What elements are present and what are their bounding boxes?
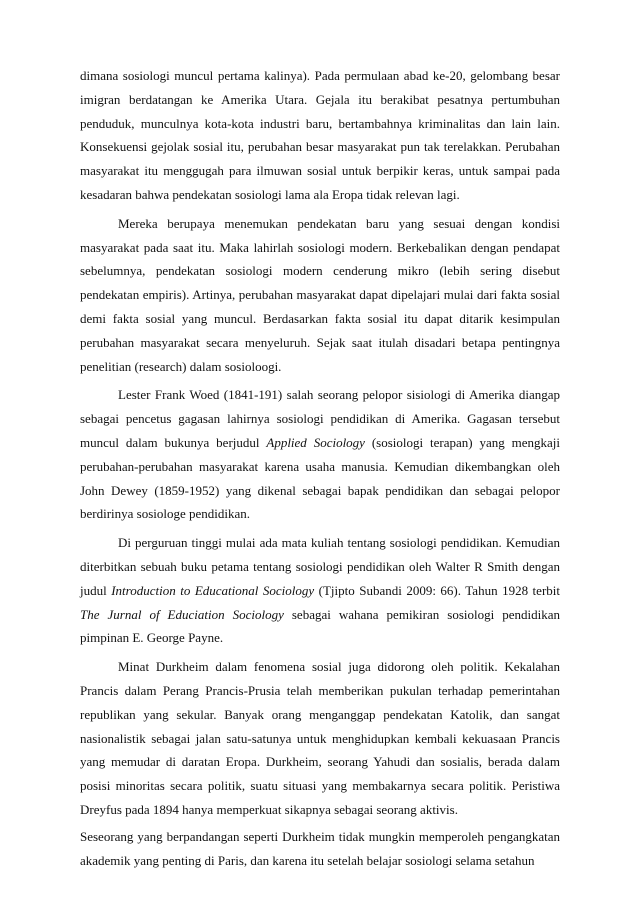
paragraph-4-text-c: sebagai wahana pemikiran sosiologi pendidikan pimpinan E. George Payne.	[80, 606, 560, 646]
paragraph-4-text-a: Di perguruan tinggi mulai ada mata kuliah tentang sosiologi pendidikan. Kemudian diterbitkan sebuah buku petama tentang sosiologi pendidikan oleh Walter R Smith dengan judul	[80, 535, 560, 598]
paragraph-4-text-b: (Tjipto Subandi 2009: 66). Tahun 1928 terbit	[314, 582, 560, 598]
paragraph-4	[80, 531, 560, 650]
paragraph-3-text-b: (sosiologi terapan) yang mengkaji perubahan-perubahan masyarakat karena usaha manusia. Kemudian dikembangkan oleh John Dewey (1859-1952) yang dikenal sebagai bapak pendidikan dan sebagai pelopor berdirinya sosiologe pendidikan.	[80, 434, 560, 522]
paragraph-3-text-a: Lester Frank Woed (1841-191) salah seorang pelopor sisiologi di Amerika diangap sebagai pencetus gagasan lahirnya sosiologi pendidikan di Amerika. Gagasan tersebut muncul dalam bukunya berjudul	[80, 387, 560, 450]
paragraph-2: Mereka berupaya menemukan pendekatan baru yang sesuai dengan kondisi masyarakat pada saat itu. Maka lahirlah sosiologi modern. Berkebalikan dengan pendapat sebelumnya, pendekatan sosiologi modern cenderung mikro (lebih sering disebut pendekatan empiris). Artinya, perubahan masyarakat dapat dipelajari mulai dari fakta sosial demi fakta sosial yang muncul. Berdasarkan fakta sosial itu dapat ditarik kesimpulan perubahan masyarakat secara menyeluruh. Sejak saat itulah disadari betapa pentingnya penelitian (research) dalam sosioloogi.	[80, 215, 560, 374]
paragraph-6: Seseorang yang berpandangan seperti Durkheim tidak mungkin memperoleh pengangkatan akademik yang penting di Paris, dan karena itu setelah belajar sosiologi selama setahun	[80, 828, 560, 868]
document-page	[80, 64, 560, 877]
journal-title: The Jurnal of Educiation Sociology	[80, 606, 284, 622]
paragraph-1: dimana sosiologi muncul pertama kalinya). Pada permulaan abad ke-20, gelombang besar imigran berdatangan ke Amerika Utara. Gejala itu berakibat pesatnya pertumbuhan penduduk, munculnya kota-kota industri baru, bertambahnya kriminalitas dan lain lain. Konsekuensi gejolak sosial itu, perubahan besar masyarakat pun tak terelakkan. Perubahan masyarakat itu menggugah para ilmuwan sosial untuk berpikir keras, untuk sampai pada kesadaran bahwa pendekatan sosiologi lama ala Eropa tidak relevan lagi.	[80, 68, 560, 202]
paragraph-3	[80, 383, 560, 526]
book-title-introduction: Introduction to Educational Sociology	[111, 582, 315, 598]
book-title-applied-sociology: Applied Sociology	[266, 434, 365, 450]
paragraph-5: Minat Durkheim dalam fenomena sosial juga didorong oleh politik. Kekalahan Prancis dalam Perang Prancis-Prusia telah memberikan pukulan terhadap pemerintahan republikan yang sekular. Banyak orang menganggap pendekatan Katolik, dan sangat nasionalistik sebagai jalan satu-satunya untuk menghidupkan kembali kekuasaan Prancis yang memudar di daratan Eropa. Durkheim, seorang Yahudi dan sosialis, berada dalam posisi minoritas secara politik, suatu situasi yang membakarnya secara politik. Peristiwa Dreyfus pada 1894 hanya memperkuat sikapnya sebagai seorang aktivis.	[80, 659, 560, 817]
